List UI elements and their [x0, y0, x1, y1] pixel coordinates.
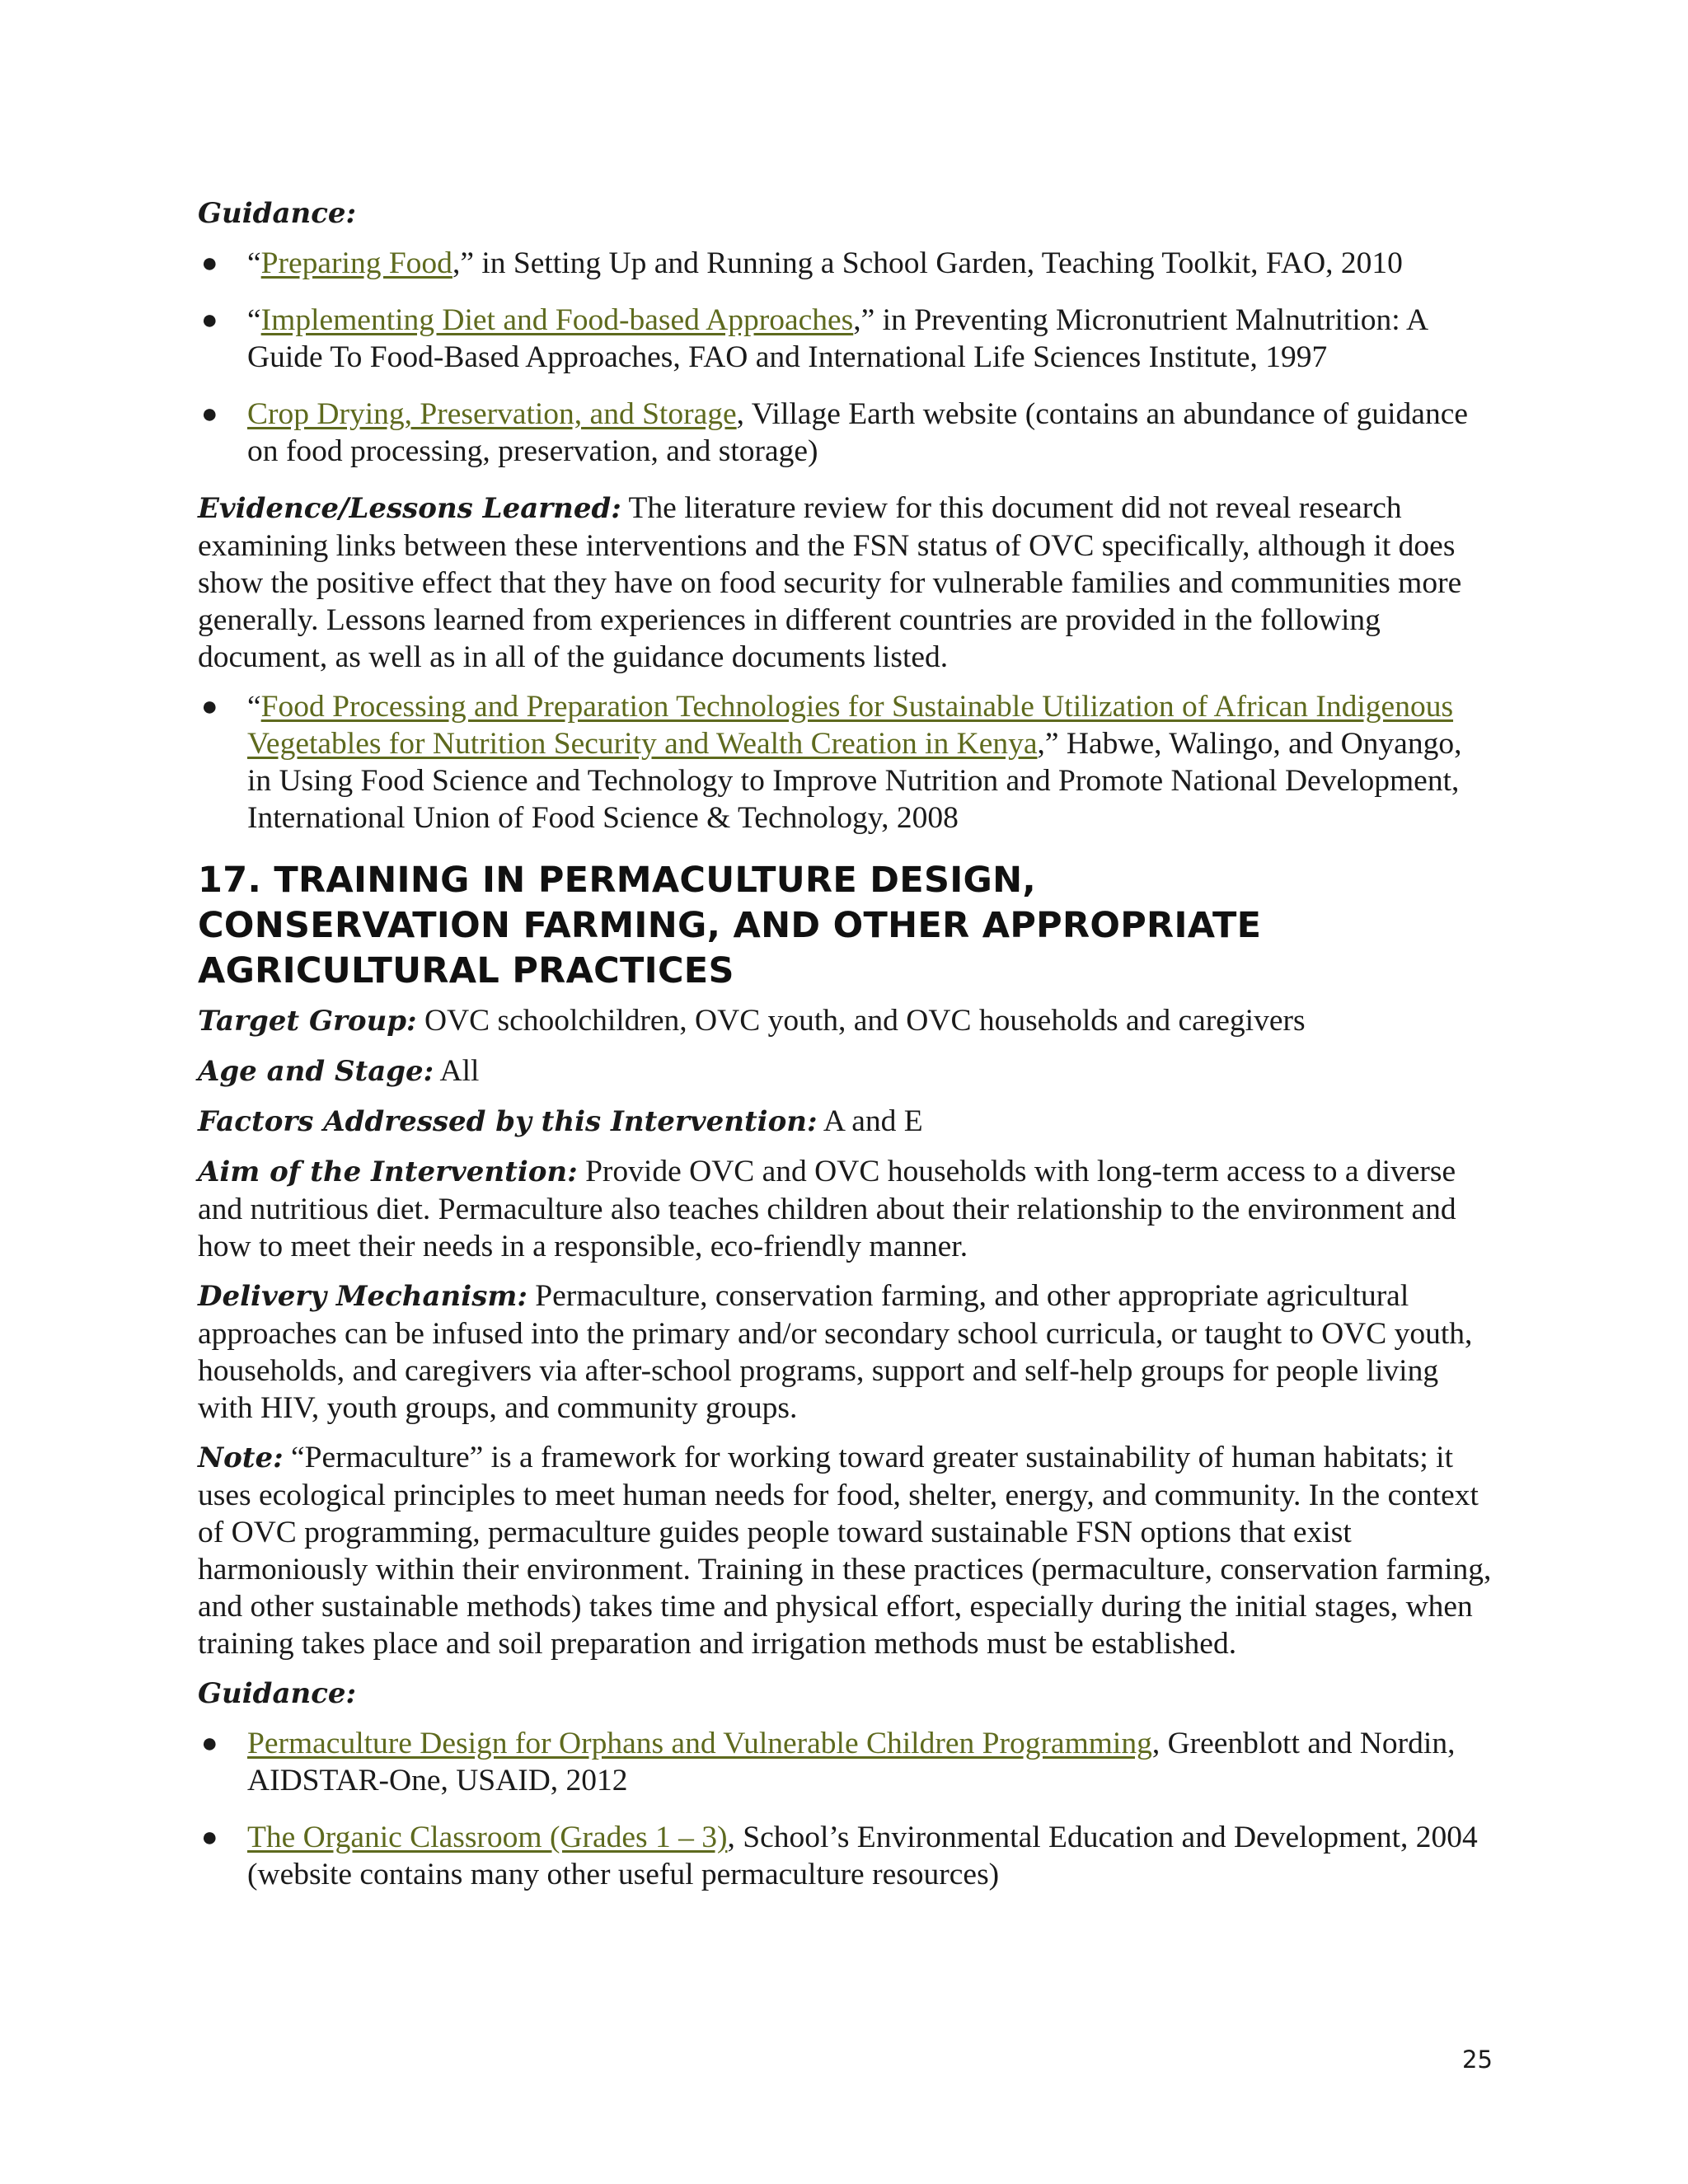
list-item: ● “Food Processing and Preparation Technologies for Sustainable Utilization of African Indigenous Vegetables for Nutrition Security and Wealth Creation in Kenya,” Habwe, Walingo, and Onyango, in Using Food Science and Technology to Improve Nutrition and Promote National Development, International Union of Food Science & Technology, 2008	[201, 690, 1462, 835]
guidance-list	[198, 1725, 1492, 1893]
evidence-label: Evidence/Lessons Learned:	[198, 492, 621, 525]
list-item: ● “Implementing Diet and Food-based Approaches,” in Preventing Micronutrient Malnutrition: A Guide To Food-Based Approaches, FAO and International Life Sciences Institute, 1997	[201, 303, 1427, 374]
reference-link[interactable]: Preparing Food	[260, 246, 452, 280]
reference-link[interactable]: Crop Drying, Preservation, and Storage	[247, 397, 737, 431]
list-item: ● Permaculture Design for Orphans and Vulnerable Children Programming, Greenblott and Nordin, AIDSTAR-One, USAID, 2012	[201, 1727, 1456, 1797]
list-item: ● The Organic Classroom (Grades 1 – 3), School’s Environmental Education and Development, 2004 (website contains many other useful permaculture resources)	[201, 1821, 1478, 1891]
note-field: Note: “Permaculture” is a framework for working toward greater sustainability of human habitats; it uses ecological principles to meet human needs for food, shelter, energy, and community. In the context of OVC programming, permaculture guides people toward sustainable FSN options that exist harmoniously within their environment. Training in these practices (permaculture, conservation farming, and other sustainable methods) takes time and physical effort, especially during the initial stages, when training takes place and soil preparation and irrigation methods must be established.	[198, 1441, 1492, 1661]
guidance-label: Guidance:	[198, 197, 357, 230]
list-item: ● “Preparing Food,” in Setting Up and Running a School Garden, Teaching Toolkit, FAO, 2010	[201, 246, 1403, 280]
bullet-icon: ●	[201, 248, 218, 279]
page-number: 25	[1462, 2046, 1493, 2074]
reference-link[interactable]: Food Processing and Preparation Technologies for Sustainable Utilization of African Indigenous Vegetables for Nutrition Security and Wealth Creation in Kenya	[247, 690, 1454, 761]
evidence-paragraph: Evidence/Lessons Learned: The literature review for this document did not reveal research examining links between these interventions and the FSN status of OVC specifically, although it does show the positive effect that they have on food security for vulnerable families and communities more generally. Lessons learned from experiences in different countries are provided in the following document, as well as in all of the guidance documents listed.	[198, 491, 1462, 674]
delivery-field: Delivery Mechanism: Permaculture, conservation farming, and other appropriate agricultural approaches can be infused into the primary and/or secondary school curricula, or taught to OVC youth, households, and caregivers via after-school programs, support and self-help groups for people living with HIV, youth groups, and community groups.	[198, 1279, 1473, 1425]
guidance-list	[198, 245, 1492, 470]
target-group-field: Target Group: OVC schoolchildren, OVC youth, and OVC households and caregivers	[198, 1004, 1306, 1038]
bullet-icon: ●	[201, 399, 218, 429]
bullet-icon: ●	[201, 1728, 218, 1759]
factors-field: Factors Addressed by this Intervention: A and E	[198, 1104, 923, 1138]
evidence-list	[198, 688, 1492, 837]
reference-link[interactable]: The Organic Classroom (Grades 1 – 3)	[247, 1821, 728, 1854]
reference-link[interactable]: Permaculture Design for Orphans and Vulnerable Children Programming	[247, 1727, 1152, 1760]
list-item: ● Crop Drying, Preservation, and Storage, Village Earth website (contains an abundance of guidance on food processing, preservation, and storage)	[201, 397, 1468, 468]
document-page	[198, 194, 1492, 1913]
guidance-label: Guidance:	[198, 1677, 357, 1710]
bullet-icon: ●	[201, 305, 218, 335]
bullet-icon: ●	[201, 691, 218, 722]
section-heading: 17. TRAINING IN PERMACULTURE DESIGN, CONSERVATION FARMING, AND OTHER APPROPRIATE AGRICULTURAL PRACTICES	[198, 860, 1262, 991]
aim-field: Aim of the Intervention: Provide OVC and OVC households with long-term access to a diverse and nutritious diet. Permaculture also teaches children about their relationship to the environment and how to meet their needs in a responsible, eco-friendly manner.	[198, 1155, 1456, 1263]
bullet-icon: ●	[201, 1822, 218, 1853]
age-stage-field: Age and Stage: All	[198, 1054, 480, 1088]
reference-link[interactable]: Implementing Diet and Food-based Approaches	[260, 303, 854, 337]
